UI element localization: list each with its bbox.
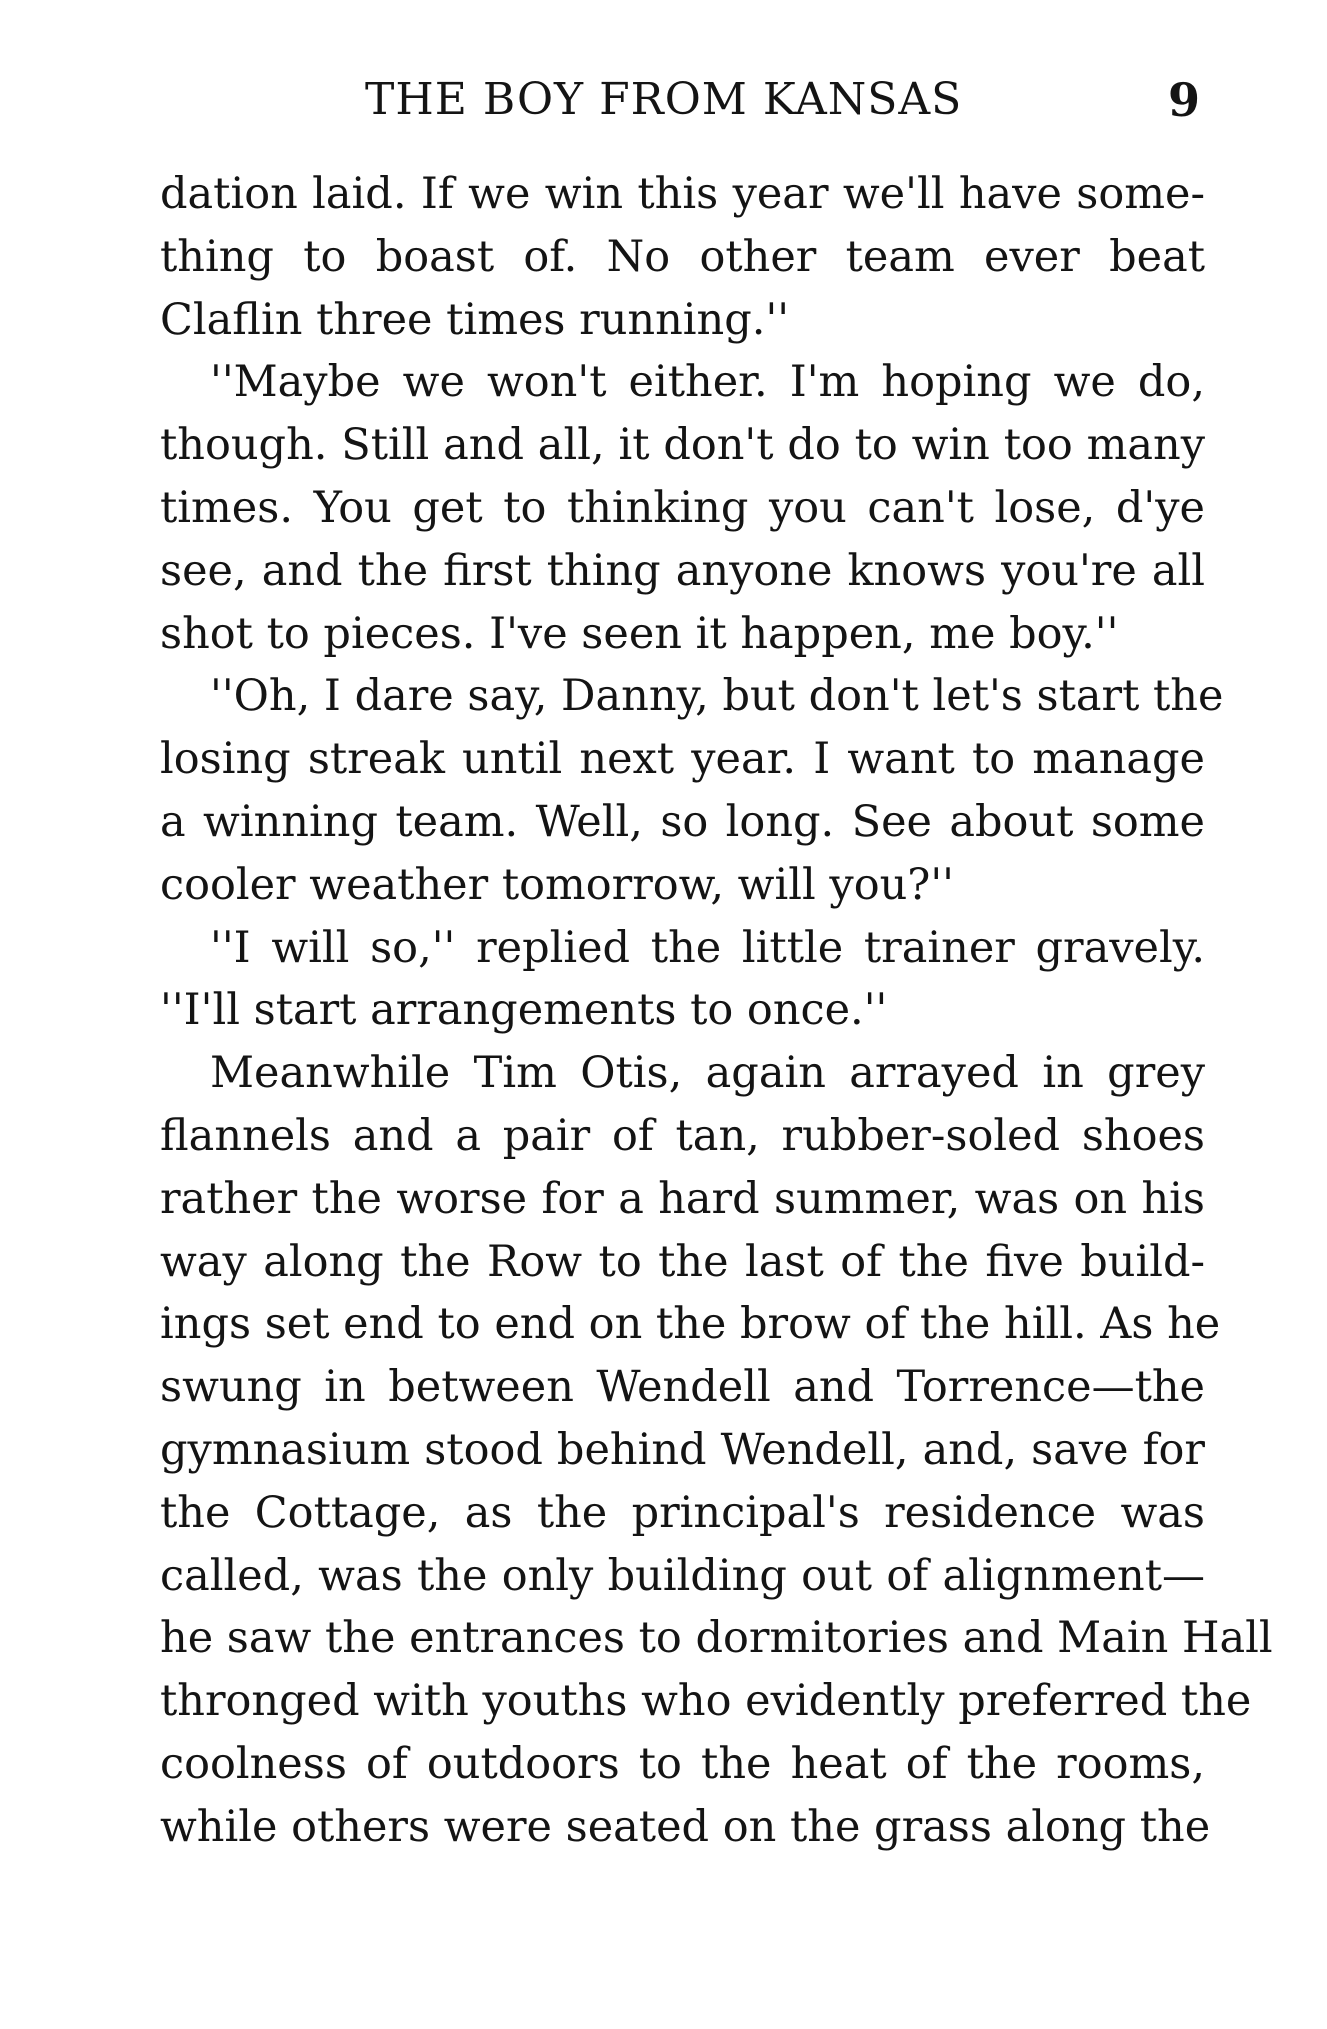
text-line: shot to pieces. I've seen it happen, me boy.'' — [160, 608, 1119, 659]
text-line: Meanwhile Tim Otis, again arrayed in grey — [210, 1048, 1205, 1099]
text-line: while others were seated on the grass along the — [160, 1801, 1211, 1852]
text-line: thronged with youths who evidently preferred the — [160, 1676, 1252, 1727]
text-line: Claflin three times running.'' — [160, 294, 790, 345]
text-line: ''Maybe we won't either. I'm hoping we do, — [210, 357, 1205, 408]
page-number: 9 — [1167, 73, 1200, 127]
body-text — [160, 163, 1273, 1859]
text-line: gymnasium stood behind Wendell, and, save for — [160, 1424, 1205, 1475]
text-line: times. You get to thinking you can't lose, d'ye — [160, 482, 1205, 533]
text-line: the Cottage, as the principal's residence was — [160, 1487, 1205, 1538]
text-line: rather the worse for a hard summer, was on his — [160, 1173, 1205, 1224]
text-line: though. Still and all, it don't do to win too many — [160, 420, 1205, 471]
text-line: swung in between Wendell and Torrence—the — [160, 1362, 1205, 1413]
text-line: cooler weather tomorrow, will you?'' — [160, 859, 954, 910]
text-line: ''Oh, I dare say, Danny, but don't let's start the — [210, 671, 1224, 722]
text-line: dation laid. If we win this year we'll have some- — [160, 169, 1205, 219]
text-line: flannels and a pair of tan, rubber-soled shoes — [160, 1110, 1205, 1161]
running-title: THE BOY FROM KANSAS — [365, 74, 963, 125]
page-header — [160, 70, 1200, 130]
text-line: ''I will so,'' replied the little trainer gravely. — [210, 922, 1205, 973]
text-line: called, was the only building out of alignment— — [160, 1550, 1205, 1601]
text-line: way along the Row to the last of the five build- — [160, 1236, 1205, 1287]
text-line: thing to boast of. No other team ever beat — [160, 231, 1205, 282]
text-line: losing streak until next year. I want to manage — [160, 734, 1205, 785]
text-line: he saw the entrances to dormitories and Main Hall — [160, 1613, 1273, 1664]
text-line: a winning team. Well, so long. See about some — [160, 796, 1205, 847]
text-line: ''I'll start arrangements to once.'' — [160, 985, 888, 1036]
text-line: ings set end to end on the brow of the hill. As he — [160, 1299, 1221, 1350]
text-line: coolness of outdoors to the heat of the rooms, — [160, 1738, 1205, 1789]
text-line: see, and the first thing anyone knows you're all — [160, 545, 1205, 596]
